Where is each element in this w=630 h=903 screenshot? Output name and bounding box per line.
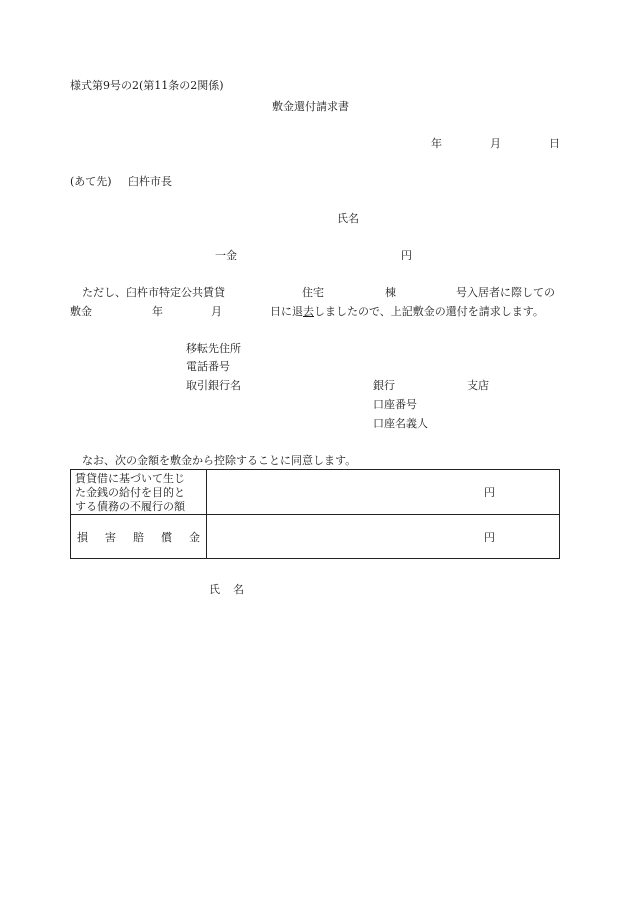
body-line2-year: 年: [152, 305, 163, 318]
default-amount-label: [71, 470, 207, 515]
document-title: 敷金還付請求書: [272, 100, 349, 113]
body-line1-part1: ただし、臼杵市特定公共賃貸: [82, 286, 225, 299]
label-line: する債務の不履行の額: [75, 500, 185, 513]
body-line2-rest: しましたので、上記敷金の還付を請求します。: [314, 305, 544, 318]
date-month-label: 月: [490, 137, 501, 150]
default-amount-value-cell: [207, 470, 560, 515]
consent-text: なお、次の金額を敷金から控除することに同意します。: [82, 454, 357, 467]
phone-label: 電話番号: [186, 360, 230, 373]
label-char: 賠: [133, 530, 144, 544]
body-line1-tou: 棟: [385, 286, 396, 299]
bank-suffix: 銀行: [373, 379, 395, 392]
amount-prefix: 一金: [215, 249, 237, 262]
label-char: 償: [161, 530, 172, 544]
footer-name-char1: 氏: [209, 583, 220, 596]
account-holder-label: 口座名義人: [373, 417, 428, 430]
addressee-name: 臼杵市長: [128, 175, 172, 188]
body-line2-month: 月: [211, 305, 222, 318]
addressee-prefix: (あて先): [70, 175, 112, 188]
deduction-table: [70, 469, 560, 559]
label-char: 損: [77, 530, 88, 544]
body-line1-jutaku: 住宅: [302, 286, 324, 299]
body-line2-day-pre: 日に退: [270, 305, 303, 318]
date-day-label: 日: [549, 137, 560, 150]
footer-name-char2: 名: [233, 583, 244, 596]
body-line1-part2: 号入居者に際しての: [456, 286, 555, 299]
date-year-label: 年: [431, 137, 442, 150]
body-line2-underlined: 去: [303, 305, 314, 318]
yen-unit: 円: [484, 530, 495, 544]
body-line2-text: [270, 306, 544, 317]
label-line: た金銭の給付を目的と: [75, 486, 185, 499]
branch-suffix: 支店: [467, 379, 489, 392]
applicant-name-label: 氏名: [337, 212, 359, 225]
label-char: 害: [105, 530, 116, 544]
new-address-label: 移転先住所: [186, 342, 241, 355]
table-row: [71, 515, 560, 559]
body-line2-shikikin: 敷金: [70, 305, 92, 318]
form-reference: 様式第9号の2(第11条の2関係): [70, 79, 224, 92]
account-number-label: 口座番号: [373, 398, 417, 411]
damages-label: [71, 529, 206, 545]
damages-label-cell: [71, 515, 207, 559]
label-line: 賃貸借に基づいて生じ: [75, 472, 185, 485]
yen-unit: 円: [484, 486, 495, 499]
amount-unit: 円: [401, 249, 412, 262]
table-row: [71, 470, 560, 515]
damages-value-cell: [207, 515, 560, 559]
bank-label: 取引銀行名: [186, 379, 241, 392]
label-char: 金: [189, 530, 200, 544]
